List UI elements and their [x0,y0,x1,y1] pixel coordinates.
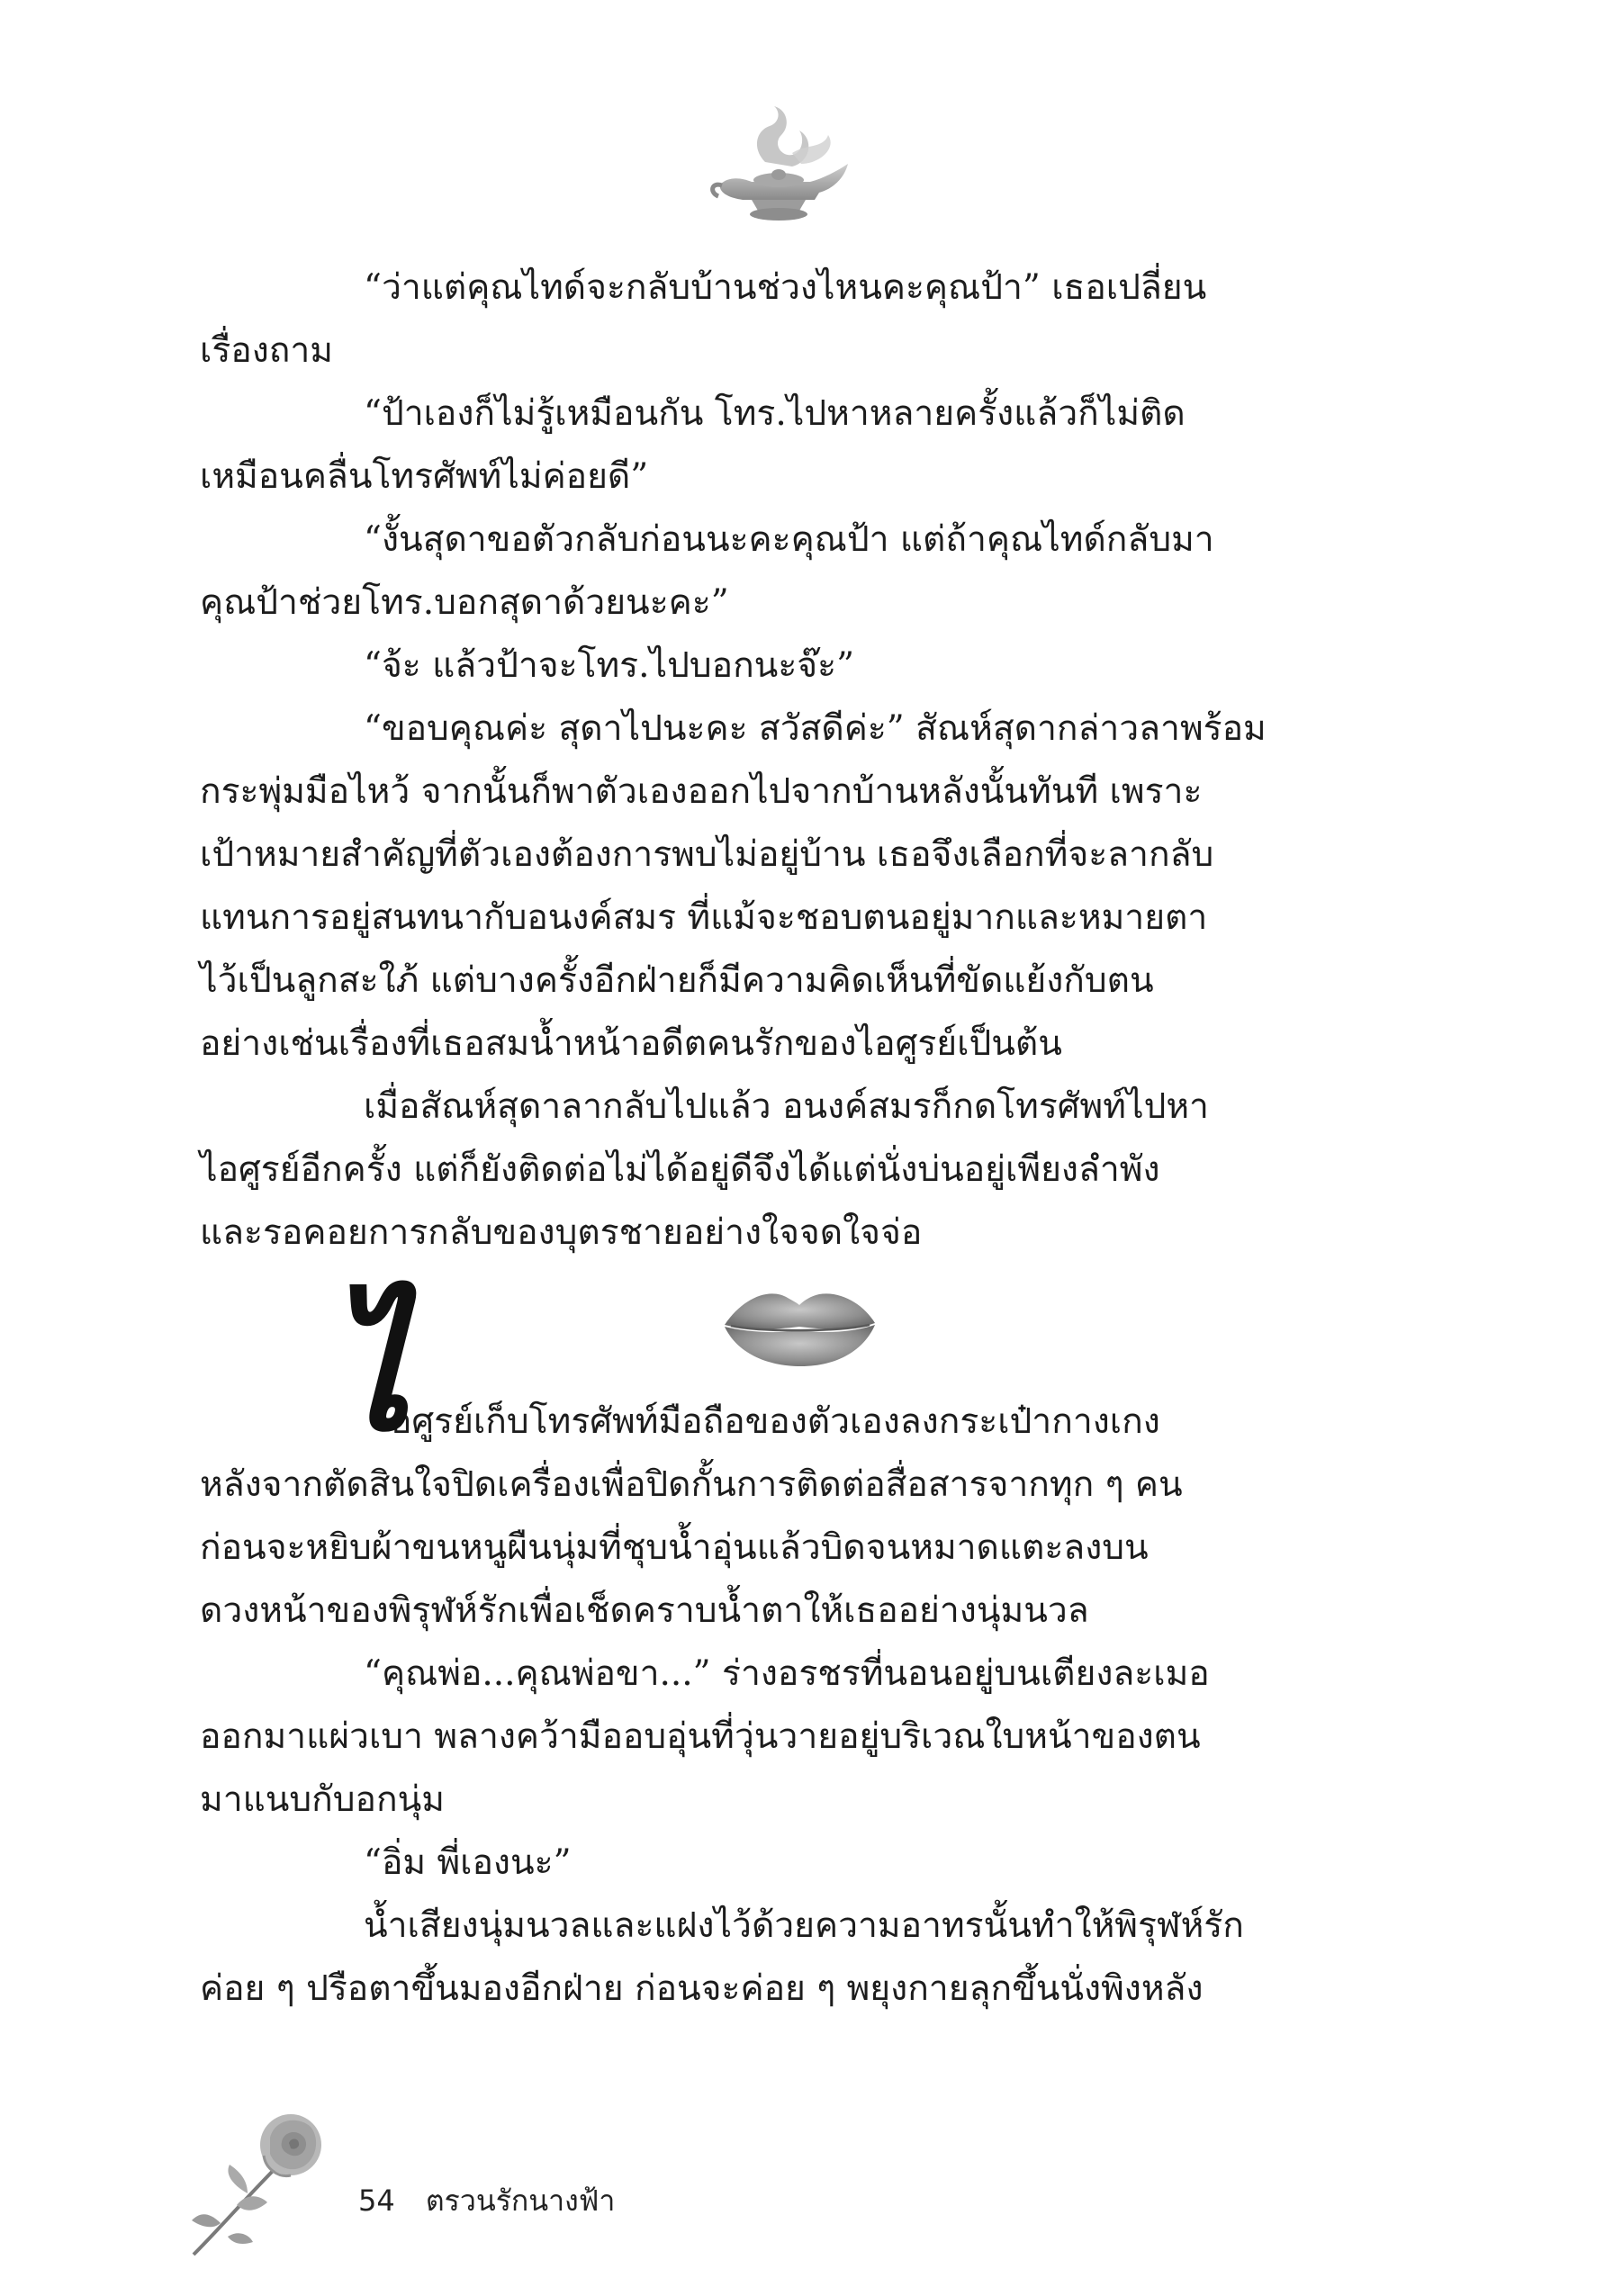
paragraph-line: เมื่อสัณห์สุดาลากลับไปแล้ว อนงค์สมรก็กดโทรศัพท์ไปหา [364,1086,1209,1127]
paragraph-line: ค่อย ๆ ปรือตาขึ้นมองอีกฝ่าย ก่อนจะค่อย ๆ พยุงกายลุกขึ้นนั่งพิงหลัง [200,1968,1204,2009]
paragraph-line: “คุณพ่อ...คุณพ่อขา...” ร่างอรชรที่นอนอยู่บนเตียงละเมอ [364,1653,1210,1694]
paragraph-line: แทนการอยู่สนทนากับอนงค์สมร ที่แม้จะชอบตนอยู่มากและหมายตา [200,897,1208,938]
section-two [200,1277,1336,2021]
paragraph-line: เรื่องถาม [200,330,333,371]
paragraph-line: อย่างเช่นเรื่องที่เธอสมน้ำหน้าอดีตคนรักของไอศูรย์เป็นต้น [200,1023,1062,1064]
paragraph-line: หลังจากตัดสินใจปิดเครื่องเพื่อปิดกั้นการติดต่อสื่อสารจากทุก ๆ คน [200,1464,1183,1505]
paragraph-line: น้ำเสียงนุ่มนวลและแฝงไว้ด้วยความอาทรนั้นทำให้พิรุฬห์รัก [364,1905,1244,1946]
paragraph-line: ก่อนจะหยิบผ้าขนหนูผืนนุ่มที่ชุบน้ำอุ่นแล้วบิดจนหมาดแตะลงบน [200,1527,1149,1568]
paragraph-line: ไอศูรย์อีกครั้ง แต่ก็ยังติดต่อไม่ได้อยู่ดีจึงได้แต่นั่งบ่นอยู่เพียงลำพัง [200,1149,1160,1190]
paragraph-line: และรอคอยการกลับของบุตรชายอย่างใจจดใจจ่อ [200,1212,923,1253]
paragraph-line: “ป้าเองก็ไม่รู้เหมือนกัน โทร.ไปหาหลายครั้งแล้วก็ไม่ติด [364,393,1186,434]
paragraph-line: “งั้นสุดาขอตัวกลับก่อนนะคะคุณป้า แต่ถ้าคุณไทด์กลับมา [364,519,1214,560]
paragraph-line: ออกมาแผ่วเบา พลางคว้ามืออบอุ่นที่วุ่นวายอยู่บริเวณใบหน้าของตน [200,1716,1201,1757]
section-one [200,257,1336,1265]
page-footer [358,2178,615,2224]
paragraph-line: “ว่าแต่คุณไทด์จะกลับบ้านช่วงไหนคะคุณป้า” เธอเปลี่ยน [364,267,1207,308]
paragraph-line: “ขอบคุณค่ะ สุดาไปนะคะ สวัสดีค่ะ” สัณห์สุดากล่าวลาพร้อม [364,708,1267,749]
paragraph-line: กระพุ่มมือไหว้ จากนั้นก็พาตัวเองออกไปจากบ้านหลังนั้นทันที เพราะ [200,771,1203,812]
lips-icon [720,1278,878,1373]
magic-lamp-icon [702,99,855,234]
dropcap-line [200,1277,1336,1467]
paragraph-line: เป้าหมายสำคัญที่ตัวเองต้องการพบไม่อยู่บ้าน เธอจึงเลือกที่จะลากลับ [200,834,1214,875]
paragraph-line: มาแนบกับอกนุ่ม [200,1779,445,1820]
drop-cap: ไ [328,1277,410,1467]
paragraph-line: “อิ่ม พี่เองนะ” [364,1842,572,1883]
paragraph-line: อศูรย์เก็บโทรศัพท์มือถือของตัวเองลงกระเป๋ากางเกง [391,1401,1160,1442]
book-title: ตรวนรักนางฟ้า [425,2183,616,2218]
paragraph-line: “จ้ะ แล้วป้าจะโทร.ไปบอกนะจ๊ะ” [364,645,855,686]
page-number: 54 [358,2183,395,2218]
paragraph-line: ไว้เป็นลูกสะใภ้ แต่บางครั้งอีกฝ่ายก็มีความคิดเห็นที่ขัดแย้งกับตน [200,960,1154,1001]
paragraph-line: ดวงหน้าของพิรุฬห์รักเพื่อเช็ดคราบน้ำตาให้เธออย่างนุ่มนวล [200,1590,1089,1631]
rose-icon [185,2102,342,2259]
paragraph-line: คุณป้าช่วยโทร.บอกสุดาด้วยนะคะ” [200,582,729,623]
paragraph-line: เหมือนคลื่นโทรศัพท์ไม่ค่อยดี” [200,456,649,497]
